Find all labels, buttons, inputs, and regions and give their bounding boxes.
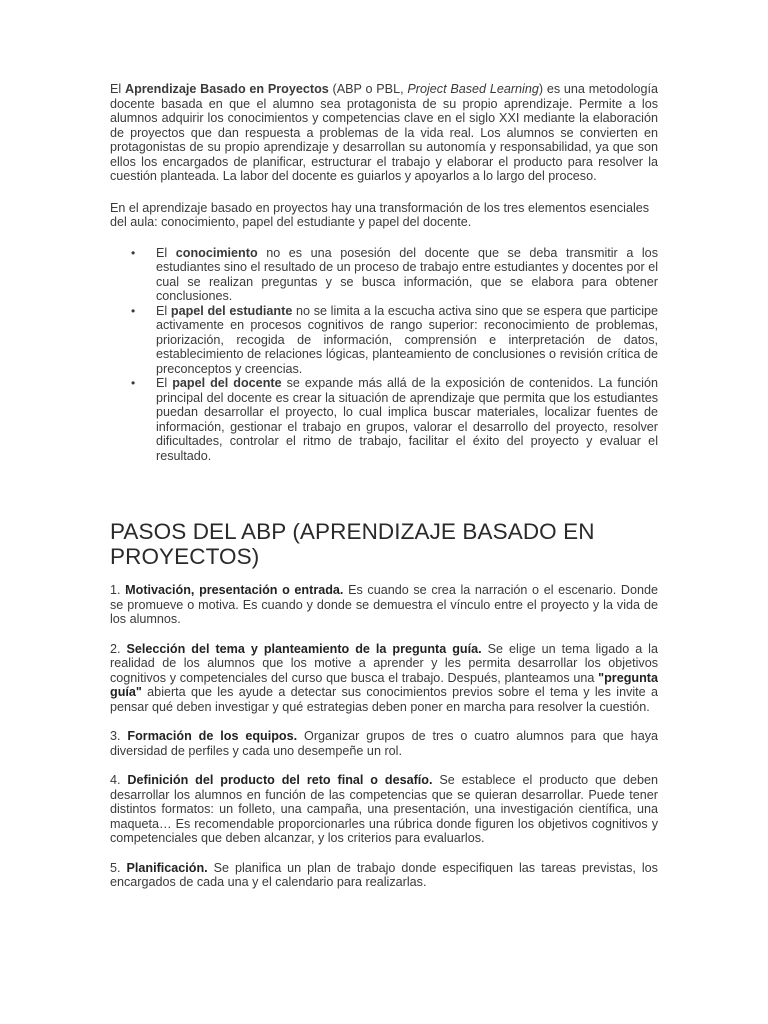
bullet-icon: •: [131, 245, 136, 260]
step-text: Se elige un tema ligado a la realidad de los alumnos que los motive a aprender y les permita desarrollar los objetivos cognitivos y competenciales del curso que busca el trabajo. Después, planteamos una: [110, 641, 658, 685]
step-number: 2.: [110, 641, 127, 656]
bullet-icon: •: [131, 376, 136, 390]
intro-term-english: Project Based Learning: [407, 82, 539, 96]
step-paragraph: [110, 583, 658, 627]
list-item-term: conocimiento: [175, 245, 258, 260]
intro-mid: (ABP o PBL,: [328, 82, 408, 96]
step-paragraph: [110, 861, 658, 890]
step-term: Motivación, presentación o entrada.: [125, 583, 344, 597]
list-item: [110, 304, 658, 377]
list-item: [110, 246, 658, 304]
list-item-lead: El: [156, 303, 171, 318]
list-item-text: se expande más allá de la exposición de contenidos. La función principal del docente es crear la situación de aprendizaje que permita que los estudiantes puedan desarrollar el proyecto, lo cual implica buscar materiales, localizar fuentes de información, gestionar el trabajo en grupos, valorar el desarrollo del proyecto, resolver dificultades, controlar el ritmo de trabajo, facilitar el éxito del proyecto y evaluar el resultado.: [156, 376, 658, 463]
elements-list: [110, 246, 658, 464]
step-term: Planificación.: [126, 860, 208, 875]
step-term: Definición del producto del reto final o desafío.: [127, 773, 433, 787]
step-paragraph: [110, 729, 658, 758]
intro-paragraph: [110, 82, 658, 184]
section-heading: PASOS DEL ABP (APRENDIZAJE BASADO EN PROYECTOS): [110, 519, 595, 569]
intro-lead: El: [110, 82, 125, 96]
step-number: 1.: [110, 583, 126, 597]
step-term: Formación de los equipos.: [127, 729, 298, 743]
intro-term: Aprendizaje Basado en Proyectos: [124, 82, 329, 96]
list-item: [110, 376, 658, 463]
step-term-guide-question: "pregunta guía": [110, 670, 658, 699]
list-item-term: papel del docente: [172, 376, 282, 390]
list-item-lead: El: [156, 376, 173, 390]
step-text: Se establece el producto que deben desarrollar los alumnos en función de las competencias que se quieran desarrollar. Puede tener distintos formatos: un folleto, una campaña, una presentación, una investigación científica, una maqueta… Es recomendable proporcionarles una rúbrica donde figuren los objetivos cognitivos y competenciales que deben alcanzar, y los criterios para evaluarlos.: [110, 773, 658, 845]
step-text: Es cuando se crea la narración o el escenario. Donde se promueve o motiva. Es cuando y donde se demuestra el vínculo entre el proyecto y la vida de los alumnos.: [110, 583, 658, 626]
bullet-icon: •: [131, 303, 136, 318]
step-number: 3.: [110, 729, 128, 743]
step-text: Se planifica un plan de trabajo donde especifiquen las tareas previstas, los encargados de cada una y el calendario para realizarlas.: [110, 860, 658, 889]
list-item-term: papel del estudiante: [170, 303, 293, 318]
step-number: 4.: [110, 773, 128, 787]
list-item-lead: El: [156, 245, 176, 260]
step-number: 5.: [110, 860, 127, 875]
step-term: Selección del tema y planteamiento de la pregunta guía.: [126, 641, 482, 656]
step-text-continued: abierta que les ayude a detectar sus conocimientos previos sobre el tema y les invite a pensar qué deben investigar y qué estrategias deben poner en marcha para resolver la cuestión.: [110, 685, 658, 714]
intro-rest: ) es una metodología docente basada en que el alumno sea protagonista de su propio aprendizaje. Permite a los alumnos adquirir los conocimientos y competencias clave en el siglo XXI mediante la elaboración de proyectos que dan respuesta a problemas de la vida real. Los alumnos se convierten en protagonistas de su propio aprendizaje y desarrollan su autonomía y responsabilidad, ya que son ellos los encargados de planificar, estructurar el trabajo y elaborar el producto para resolver la cuestión planteada. La labor del docente es guiarlos y apoyarlos a lo largo del proceso.: [110, 82, 659, 183]
list-item-text: no se limita a la escucha activa sino que se espera que participe activamente en procesos cognitivos de rango superior: reconocimiento de problemas, priorización, recogida de información, comprensión e interpretación de datos, establecimiento de relaciones lógicas, planteamiento de conclusiones o revisión crítica de preconceptos y creencias.: [156, 303, 658, 376]
step-paragraph: [110, 773, 658, 846]
document-body: [110, 82, 658, 905]
elements-intro-paragraph: En el aprendizaje basado en proyectos hay una transformación de los tres elementos esenciales del aula: conocimiento, papel del estudiante y papel del docente.: [110, 200, 650, 229]
list-item-text: no es una posesión del docente que se deba transmitir a los estudiantes sino el resultado de un proceso de trabajo entre estudiantes y docentes por el cual se realizan preguntas y se busca información, que se elabora para obtener conclusiones.: [156, 245, 658, 303]
step-paragraph: [110, 642, 658, 715]
step-text: Organizar grupos de tres o cuatro alumnos para que haya diversidad de perfiles y cada uno desempeñe un rol.: [110, 729, 658, 758]
